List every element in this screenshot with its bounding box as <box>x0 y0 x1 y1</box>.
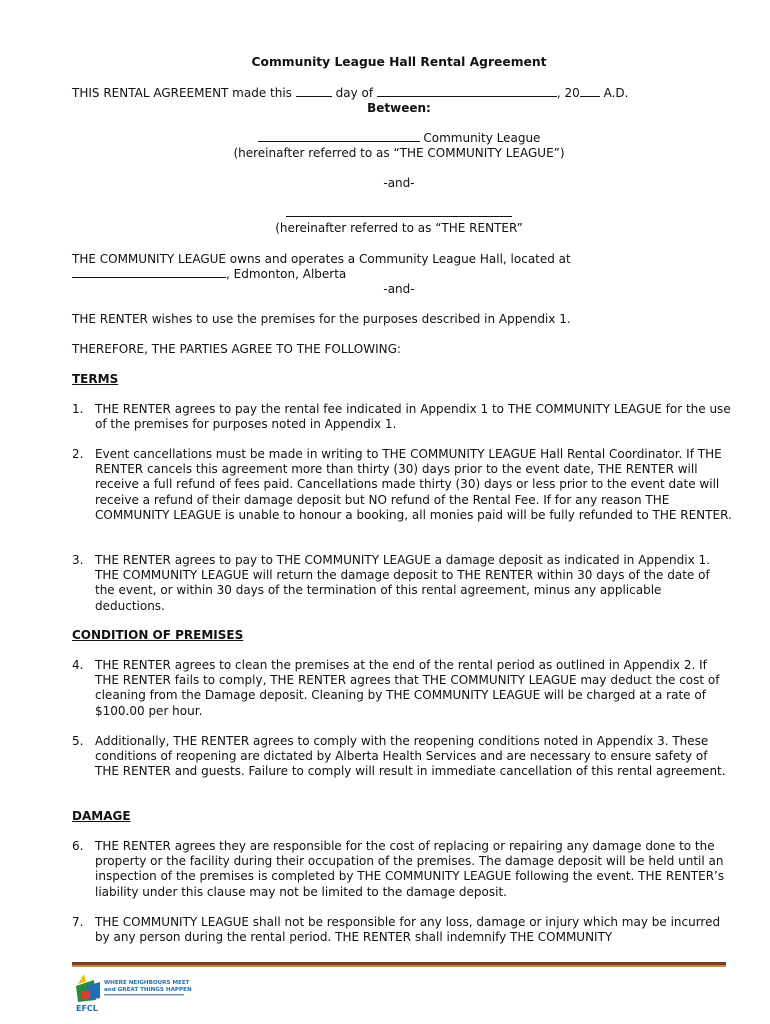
wishes-line: THE RENTER wishes to use the premises for the purposes described in Appendix 1. <box>72 312 571 326</box>
section-heading-damage: DAMAGE <box>72 809 131 823</box>
clause-number: 5. <box>72 734 84 748</box>
clause-6 <box>72 839 732 900</box>
clause-number: 6. <box>72 839 84 853</box>
owns-line: THE COMMUNITY LEAGUE owns and operates a Community League Hall, located at <box>72 252 571 266</box>
clause-text: THE COMMUNITY LEAGUE shall not be responsible for any loss, damage or injury which may be incurred by any person during the rental period. THE RENTER shall indemnify THE COMMUNITY <box>95 915 721 945</box>
clause-number: 4. <box>72 658 84 672</box>
logo-abbrev: EFCL <box>76 1004 98 1013</box>
document-title: Community League Hall Rental Agreement <box>251 55 547 69</box>
league-name-line <box>0 131 770 146</box>
and-separator-2: -and- <box>383 282 415 296</box>
clause-7 <box>72 915 732 945</box>
ad-suffix: A.D. <box>603 86 629 100</box>
logo-yellow-leaf <box>78 974 86 984</box>
year-blank <box>580 86 600 97</box>
clause-1 <box>72 402 732 432</box>
league-referred: (hereinafter referred to as “THE COMMUNITY LEAGUE”) <box>233 146 565 160</box>
day-blank <box>296 86 332 97</box>
location-line <box>72 267 346 282</box>
clause-4 <box>72 658 732 719</box>
clause-number: 3. <box>72 553 84 567</box>
renter-name-line <box>0 206 770 221</box>
logo-tagline-1: WHERE NEIGHBOURS MEET <box>104 980 190 986</box>
logo-tagline-2: and GREAT THINGS HAPPEN <box>104 987 192 993</box>
clause-number: 2. <box>72 447 84 461</box>
month-blank <box>377 86 557 97</box>
renter-referred: (hereinafter referred to as “THE RENTER” <box>275 221 523 235</box>
clause-text: THE RENTER agrees they are responsible for the cost of replacing or repairing any damage done to the property or the facility during their occupation of the premises. The damage deposit will be held until an inspection of the premises is completed by THE COMMUNITY LEAGUE following the event. THE RENTER’s liability under this clause may not be limited to the damage deposit. <box>95 839 725 899</box>
between-label: Between: <box>367 101 431 115</box>
section-heading-terms: TERMS <box>72 372 119 386</box>
clause-5 <box>72 734 732 780</box>
logo-underline <box>104 994 184 996</box>
clause-3 <box>72 553 732 614</box>
agreement-prefix: THIS RENTAL AGREEMENT made this <box>72 86 292 100</box>
clause-text: THE RENTER agrees to pay the rental fee indicated in Appendix 1 to THE COMMUNITY LEAGUE for the use of the premises for purposes noted in Appendix 1. <box>95 402 731 432</box>
and-separator-1: -and- <box>383 176 415 190</box>
renter-name-blank <box>286 206 512 217</box>
league-blank-label: Community League <box>423 131 541 145</box>
clause-text: THE RENTER agrees to pay to THE COMMUNITY LEAGUE a damage deposit as indicated in Appendix 1. THE COMMUNITY LEAGUE will return the damage deposit to THE RENTER within 30 days of the date of the event, or within 30 days of the termination of this rental agreement, minus any applicable deductions. <box>95 553 710 613</box>
clause-2 <box>72 447 732 523</box>
day-label: day of <box>335 86 374 100</box>
clause-number: 1. <box>72 402 84 416</box>
clause-number: 7. <box>72 915 84 929</box>
footer-rule <box>72 962 726 967</box>
location-suffix: , Edmonton, Alberta <box>226 267 347 281</box>
agreement-line <box>72 86 628 101</box>
section-heading-condition: CONDITION OF PREMISES <box>72 628 244 642</box>
efcl-logo <box>72 970 192 1016</box>
therefore-line: THEREFORE, THE PARTIES AGREE TO THE FOLLOWING: <box>72 342 401 356</box>
clause-text: THE RENTER agrees to clean the premises at the end of the rental period as outlined in Appendix 2. If THE RENTER fails to comply, THE RENTER agrees that THE COMMUNITY LEAGUE may deduct the cost of cleaning from the Damage deposit. Cleaning by THE COMMUNITY LEAGUE will be charged at a rate of $100.00 per hour. <box>95 658 720 718</box>
year-prefix: , 20 <box>556 86 580 100</box>
clause-text: Event cancellations must be made in writing to THE COMMUNITY LEAGUE Hall Rental Coordinator. If THE RENTER cancels this agreement more than thirty (30) days prior to the event date, THE RENTER will receive a full refund of fees paid. Cancellations made thirty (30) days or less prior to the event date will receive a refund of their damage deposit but NO refund of the Rental Fee. If for any reason THE COMMUNITY LEAGUE is unable to honour a booking, all monies paid will be fully refunded to THE RENTER. <box>95 447 732 522</box>
league-name-blank <box>258 131 420 142</box>
location-blank <box>72 267 226 278</box>
clause-text: Additionally, THE RENTER agrees to comply with the reopening conditions noted in Appendix 3. These conditions of reopening are dictated by Alberta Health Services and are necessary to ensure safety of THE RENTER and guests. Failure to comply will result in immediate cancellation of this rental agreement. <box>95 734 726 779</box>
